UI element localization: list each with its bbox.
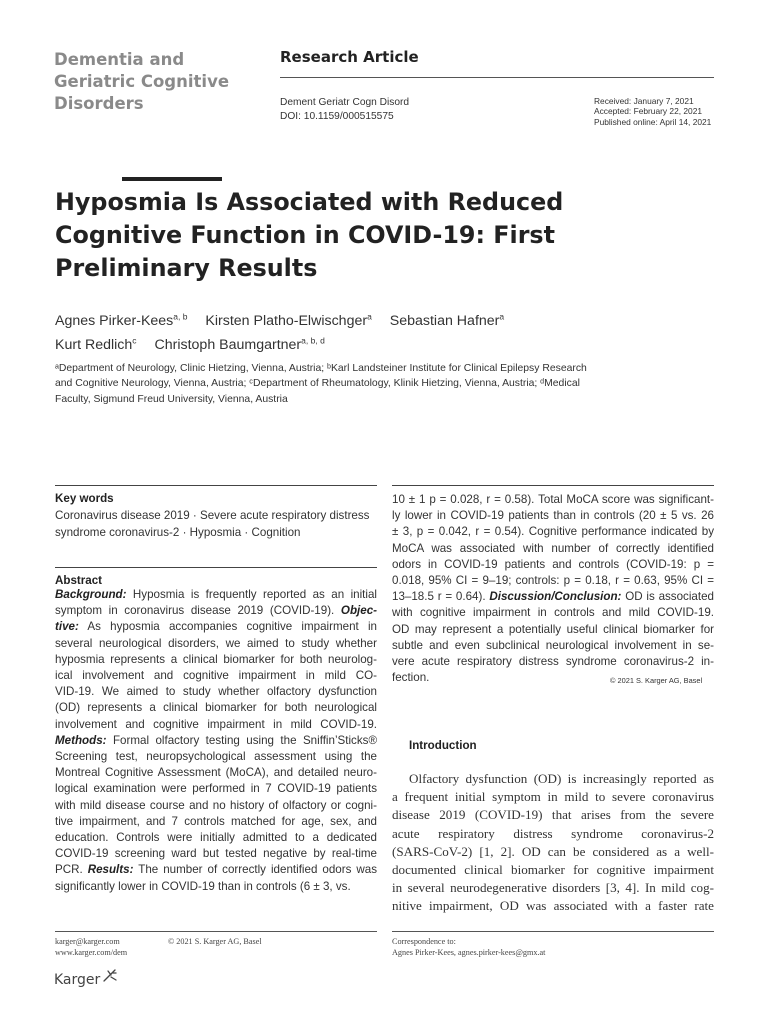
- introduction-line: in several neurodegenerative disorders [3, 4]. In mild cog-: [392, 880, 714, 896]
- text-line: Methods: Formal olfactory testing using the Sniffin’Sticks®: [55, 733, 377, 747]
- text-line: 13–18.5 r = 0.64). Discussion/Conclusion: OD is associated: [392, 590, 714, 604]
- author-affiliation-marker: a, b: [173, 311, 188, 322]
- correspondence: [392, 937, 545, 958]
- author-name: Sebastian Hafner: [389, 313, 500, 329]
- author-affiliation-marker: c: [132, 335, 137, 346]
- text-line: hyposmia represents a clinical biomarker for both neurolog-: [55, 652, 377, 666]
- abstract-heading: Abstract: [55, 574, 103, 587]
- author-affiliation-marker: a, b, d: [301, 335, 325, 346]
- text-line: with mild disease course and no history of olfactory or cogni-: [55, 798, 377, 812]
- introduction-line: acute respiratory distress syndrome coronavirus-2: [392, 825, 714, 841]
- abstract-section-label: Methods:: [55, 733, 107, 747]
- text-line: ical involvement and cognitive impairment in mild CO-: [55, 669, 377, 683]
- author-name: Kirsten Platho-Elwischger: [205, 313, 368, 329]
- journal-name-line: Geriatric Cognitive: [54, 72, 230, 91]
- abstract-section-label: Background:: [55, 588, 127, 601]
- footer-copyright-text: © 2021 S. Karger AG, Basel: [168, 937, 262, 946]
- abstract-section-label: Discussion/Conclusion:: [489, 590, 622, 604]
- keywords-list: [55, 507, 369, 541]
- introduction-line: a frequent initial symptom in mild to severe coronavirus: [392, 789, 714, 805]
- text-line: Screening test, neuropsychological assessment using the: [55, 750, 377, 764]
- author-row: [55, 333, 715, 357]
- text-line: VID-19. We aimed to study whether olfactory dysfunction: [55, 685, 377, 699]
- text-line: (OD) represents a clinical biomarker for both neurological: [55, 701, 377, 715]
- abstract-right-divider: [392, 485, 714, 486]
- footer-copyright: [168, 937, 262, 948]
- introduction-line: (SARS-CoV-2) [1, 2]. OD can be considered as a well-: [392, 843, 714, 859]
- introduction-line: disease 2019 (COVID-19) that arises from the severe: [392, 807, 714, 823]
- article-type: Research Article: [280, 48, 419, 66]
- received-date: Received: January 7, 2021: [594, 96, 694, 106]
- text-line: ly lower in COVID-19 patients than in controls (20 ± 5 vs. 26: [392, 509, 714, 523]
- doi-link[interactable]: DOI: 10.1159/000515575: [280, 111, 394, 122]
- text-line: subtle and even subclinical neurological involvement in se-: [392, 638, 714, 652]
- correspondence-label: Correspondence to:: [392, 937, 456, 946]
- affiliations: [55, 361, 655, 407]
- text-line: odors in COVID-19 patients and controls (COVID-19: p =: [392, 557, 714, 571]
- publisher-website[interactable]: www.karger.com/dem: [55, 947, 128, 957]
- title-accent-rule: [122, 177, 222, 181]
- text-line: tive impairment, and 7 controls matched for age, sex, and: [55, 814, 377, 828]
- author[interactable]: [390, 313, 504, 329]
- keywords-divider: [55, 485, 377, 486]
- article-title: [55, 186, 615, 285]
- author-name: Kurt Redlich: [55, 337, 133, 353]
- text-line: COVID-19 screening ward but tested negative by real-time: [55, 847, 377, 861]
- title-line: Preliminary Results: [55, 254, 318, 282]
- correspondence-contact[interactable]: Agnes Pirker-Kees, agnes.pirker-kees@gmx.at: [392, 947, 546, 957]
- keywords-heading: Key words: [55, 492, 114, 505]
- introduction-line: Olfactory dysfunction (OD) is increasingly reported as: [409, 771, 714, 786]
- introduction-line: documented clinical biomarker for cognitive impairment: [392, 862, 714, 878]
- introduction-text: [392, 770, 714, 916]
- text-line: OD may represent a potentially useful clinical biomarker for: [392, 622, 714, 636]
- abstract-copyright: © 2021 S. Karger AG, Basel: [610, 676, 703, 685]
- karger-logo-mark-icon: [102, 967, 118, 983]
- affiliation-line: ᵃDepartment of Neurology, Clinic Hietzing, Vienna, Austria; ᵇKarl Landsteiner Institute for Clinical Epilepsy Research: [55, 363, 587, 374]
- abstract-section-label: Objec-: [340, 604, 377, 618]
- abstract-divider: [55, 567, 377, 568]
- journal-name-line: Dementia and: [54, 50, 185, 69]
- author-list: [55, 309, 715, 357]
- affiliation-line: and Cognitive Neurology, Vienna, Austria; ᶜDepartment of Rheumatology, Klinik Hietzing, Vienna, Austria; ᵈMedical: [55, 378, 580, 390]
- karger-logo: Karger: [54, 972, 101, 988]
- author[interactable]: [55, 313, 187, 329]
- abstract-text-left: [55, 587, 377, 895]
- text-line: tive: As hyposmia accompanies cognitive impairment in: [55, 620, 377, 634]
- text-line: education. Controls were initially admitted to a dedicated: [55, 831, 377, 845]
- author[interactable]: [55, 337, 137, 353]
- title-line: Hyposmia Is Associated with Reduced: [55, 188, 564, 216]
- published-date: Published online: April 14, 2021: [594, 116, 712, 127]
- author[interactable]: [205, 313, 371, 329]
- text-line: significantly lower in COVID-19 than in controls (6 ± 3, vs.: [55, 879, 351, 893]
- footer-divider-left: [55, 931, 377, 932]
- journal-abbreviation: Dement Geriatr Cogn Disord: [280, 97, 410, 108]
- text-line: vere acute respiratory distress syndrome coronavirus-2 in-: [392, 655, 714, 669]
- text-line: ± 3, p = 0.042, r = 0.54). Cognitive performance indicated by: [392, 525, 714, 539]
- text-line: Background: Hyposmia is frequently reported as an initial: [55, 588, 377, 601]
- introduction-line: nitive impairment, OD was associated with a faster rate: [392, 898, 714, 914]
- text-line: several neurological disorders, we aimed to study whether: [55, 636, 377, 650]
- title-line: Cognitive Function in COVID-19: First: [55, 221, 555, 249]
- text-line: 0.018, 95% CI = 9–19; controls: p = 0.18, r = 0.63, 95% CI =: [392, 574, 714, 588]
- author-row: [55, 309, 715, 333]
- journal-name: [54, 49, 254, 115]
- text-line: Montreal Cognitive Assessment (MoCA), and detailed neuro-: [55, 766, 377, 780]
- text-line: MoCA was associated with number of correctly identified: [392, 541, 714, 555]
- keywords-line: syndrome coronavirus-2 · Hyposmia · Cognition: [55, 526, 301, 539]
- abstract-text-right: [392, 492, 714, 686]
- author-affiliation-marker: a: [367, 311, 372, 322]
- accepted-date: Accepted: February 22, 2021: [594, 106, 703, 117]
- publisher-contact: [55, 937, 127, 958]
- affiliation-line: Faculty, Sigmund Freud University, Vienna, Austria: [55, 393, 288, 405]
- text-line: involvement and cognitive impairment in mild COVID-19.: [55, 717, 377, 731]
- publisher-email[interactable]: karger@karger.com: [55, 937, 120, 946]
- abstract-section-label: Results:: [87, 863, 134, 877]
- author-name: Agnes Pirker-Kees: [55, 313, 174, 329]
- text-line: PCR. Results: The number of correctly identified odors was: [55, 863, 377, 877]
- author-affiliation-marker: a: [499, 311, 505, 322]
- text-line: fection.: [392, 671, 430, 685]
- keywords-line: Coronavirus disease 2019 · Severe acute respiratory distress: [55, 509, 370, 522]
- author-name: Christoph Baumgartner: [154, 337, 302, 353]
- introduction-heading: Introduction: [409, 739, 477, 752]
- citation: [280, 96, 409, 124]
- text-line: with cognitive impairment in controls and mild COVID-19.: [392, 606, 714, 620]
- text-line: logical examination were performed in 7 COVID-19 patients: [55, 782, 377, 796]
- header-divider: [280, 77, 714, 78]
- article-dates: [594, 96, 711, 127]
- abstract-section-label: tive:: [55, 620, 79, 634]
- journal-name-line: Disorders: [54, 94, 144, 113]
- text-line: 10 ± 1 p = 0.028, r = 0.58). Total MoCA score was significant-: [392, 493, 714, 506]
- author[interactable]: [154, 337, 324, 353]
- text-line: symptom in coronavirus disease 2019 (COVID-19). Objec-: [55, 604, 377, 618]
- footer-divider-right: [392, 931, 714, 932]
